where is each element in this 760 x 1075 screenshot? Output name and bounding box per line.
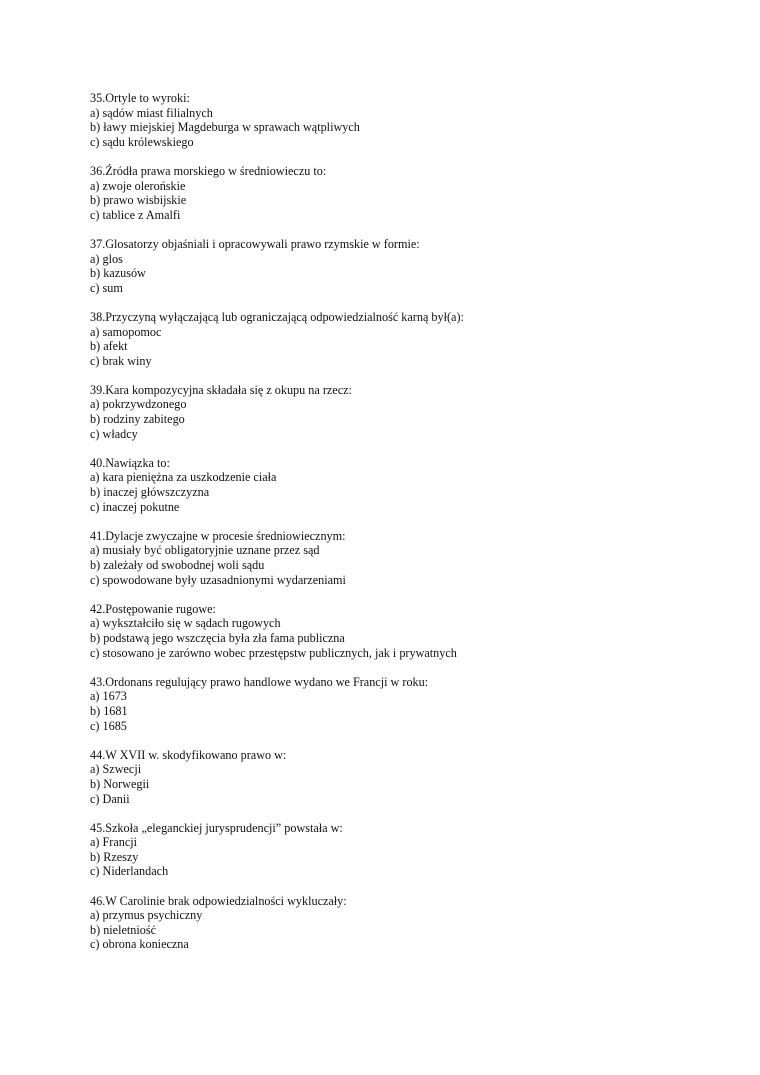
answer-option: c) władcy [90,426,138,441]
answer-option: a) zwoje olerońskie [90,178,186,193]
question-block [90,237,710,295]
answer-option: b) afekt [90,339,128,354]
question-block [90,383,710,441]
answer-option: c) sądu królewskiego [90,134,194,149]
question-text: 45.Szkoła „eleganckiej jurysprudencji” powstała w: [90,820,343,835]
answer-option: c) tablice z Amalfi [90,207,181,222]
question-block [90,821,710,879]
question-block [90,456,710,514]
answer-option: b) kazusów [90,266,146,281]
answer-option: b) ławy miejskiej Magdeburga w sprawach wątpliwych [90,120,360,135]
answer-option: b) 1681 [90,703,128,718]
answer-option: a) pokrzywdzonego [90,397,187,412]
answer-option: c) brak winy [90,353,152,368]
answer-option: b) rodziny zabitego [90,412,185,427]
question-block [90,894,710,952]
answer-option: b) nieletniość [90,922,156,937]
answer-option: b) zależały od swobodnej woli sądu [90,558,265,572]
answer-option: c) Danii [90,791,130,806]
answer-option: c) stosowano je zarówno wobec przestępstw publicznych, jak i prywatnych [90,645,457,660]
question-text: 38.Przyczyną wyłączającą lub ograniczającą odpowiedzialność karną był(a): [90,309,464,324]
question-text: 37.Glosatorzy objaśniali i opracowywali prawo rzymskie w formie: [90,236,420,251]
question-text: 41.Dylacje zwyczajne w procesie średniowiecznym: [90,528,346,543]
question-text: 36.Źródła prawa morskiego w średniowieczu to: [90,163,327,178]
answer-option: a) musiały być obligatoryjnie uznane przez sąd [90,543,320,558]
answer-option: c) 1685 [90,718,127,733]
answer-option: b) podstawą jego wszczęcia była zła fama publiczna [90,630,345,645]
question-text: 40.Nawiązka to: [90,455,170,470]
answer-option: a) Szwecji [90,762,142,777]
question-block [90,91,710,149]
answer-option: a) sądów miast filialnych [90,105,213,120]
question-text: 43.Ordonans regulujący prawo handlowe wydano we Francji w roku: [90,674,429,689]
question-text: 44.W XVII w. skodyfikowano prawo w: [90,747,287,762]
answer-option: a) Francji [90,835,138,850]
answer-option: b) Norwegii [90,776,150,791]
question-block [90,602,710,660]
answer-option: c) sum [90,280,123,295]
question-block [90,529,710,587]
question-text: 42.Postępowanie rugowe: [90,601,216,616]
question-block [90,310,710,368]
answer-option: c) obrona konieczna [90,937,189,952]
answer-option: b) prawo wisbijskie [90,193,187,208]
answer-option: c) Niderlandach [90,864,169,879]
question-text: 39.Kara kompozycyjna składała się z okupu na rzecz: [90,382,352,397]
answer-option: a) 1673 [90,689,127,704]
question-block [90,675,710,733]
answer-option: a) glos [90,251,123,266]
answer-option: c) spowodowane były uzasadnionymi wydarzeniami [90,572,346,587]
answer-option: a) przymus psychiczny [90,908,203,923]
answer-option: c) inaczej pokutne [90,499,180,514]
answer-option: a) kara pieniężna za uszkodzenie ciała [90,470,277,485]
answer-option: a) samopomoc [90,324,162,339]
answer-option: b) inaczej główszczyzna [90,485,210,500]
answer-option: b) Rzeszy [90,849,139,864]
question-text: 46.W Carolinie brak odpowiedzialności wykluczały: [90,893,347,908]
question-block [90,748,710,806]
answer-option: a) wykształciło się w sądach rugowych [90,616,281,631]
question-block [90,164,710,222]
question-list [90,91,710,967]
question-text: 35.Ortyle to wyroki: [90,91,190,105]
